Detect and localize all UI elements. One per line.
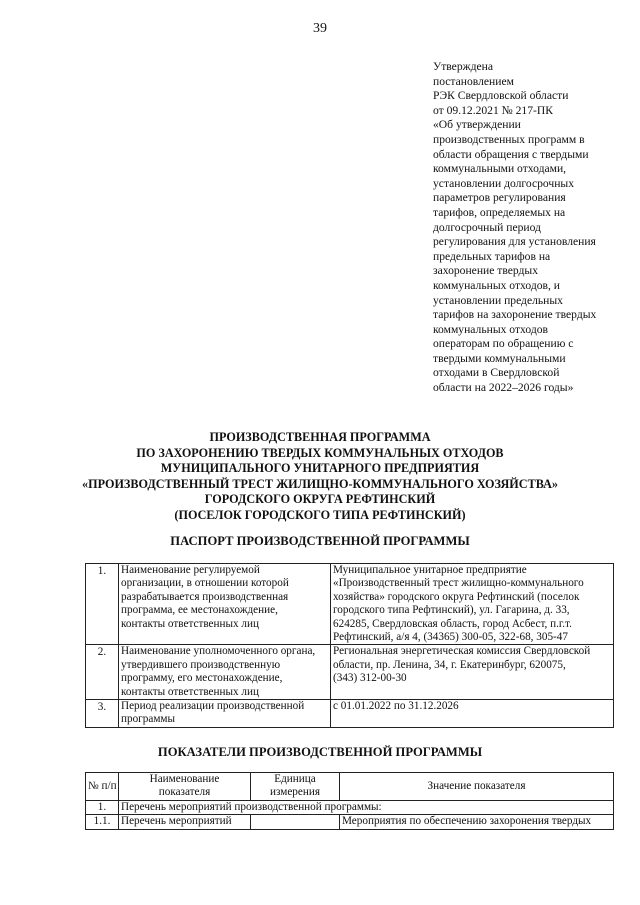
row-value-line: области, пр. Ленина, 34, г. Екатеринбург, 620075, bbox=[333, 658, 566, 671]
row-num: 1. bbox=[86, 564, 119, 645]
program-title bbox=[0, 430, 640, 524]
column-header-unit-line: измерения bbox=[270, 786, 320, 799]
indicators-table bbox=[85, 772, 614, 830]
row-label bbox=[119, 564, 331, 645]
row-value-line: 624285, Свердловская область, город Асбест, п.г.т. bbox=[333, 617, 572, 630]
row-label bbox=[119, 700, 331, 728]
approval-line: регулирования для установления bbox=[433, 235, 596, 249]
column-header-name-line: Наименование bbox=[149, 773, 220, 785]
row-label-line: контакты ответственных лиц bbox=[121, 617, 259, 630]
approval-line: коммунальными отходами, bbox=[433, 162, 567, 176]
row-value-line: Муниципальное унитарное предприятие bbox=[333, 564, 527, 576]
approval-line: от 09.12.2021 № 217-ПК bbox=[433, 103, 553, 117]
program-title-line: (ПОСЕЛОК ГОРОДСКОГО ТИПА РЕФТИНСКИЙ) bbox=[174, 507, 466, 522]
approval-line: тарифов на захоронение твердых bbox=[433, 308, 597, 322]
approval-line: коммунальных отходов bbox=[433, 322, 549, 336]
column-header-num: № п/п bbox=[86, 773, 119, 801]
row-num: 2. bbox=[86, 645, 119, 700]
approval-block bbox=[433, 60, 633, 396]
approval-line: производственных программ в bbox=[433, 132, 585, 146]
approval-line: долгосрочный период bbox=[433, 220, 541, 234]
approval-line: РЭК Свердловской области bbox=[433, 89, 569, 103]
row-value-line: «Производственный трест жилищно-коммунального bbox=[333, 577, 584, 590]
row-label-line: программы bbox=[121, 713, 175, 726]
row-label-line: программу, его местонахождение, bbox=[121, 672, 283, 685]
row-value-line: городского типа Рефтинский), ул. Гагарина, д. 33, bbox=[333, 604, 570, 617]
row-label-line: Наименование уполномоченного органа, bbox=[121, 645, 316, 658]
approval-line: параметров регулирования bbox=[433, 191, 566, 205]
approval-line: тарифов, определяемых на bbox=[433, 205, 566, 219]
table-row bbox=[86, 700, 614, 728]
program-title-line: МУНИЦИПАЛЬНОГО УНИТАРНОГО ПРЕДПРИЯТИЯ bbox=[160, 461, 480, 476]
column-header-name bbox=[119, 773, 251, 801]
row-num: 1. bbox=[86, 800, 119, 814]
indicators-header-row bbox=[86, 773, 614, 801]
column-header-unit bbox=[251, 773, 340, 801]
row-label-line: Наименование регулируемой bbox=[121, 564, 260, 576]
row-label-line: контакты ответственных лиц bbox=[121, 685, 259, 698]
approval-line: установлении долгосрочных bbox=[433, 176, 575, 190]
column-header-value: Значение показателя bbox=[340, 773, 614, 801]
table-row bbox=[86, 800, 614, 814]
program-title-line: ГОРОДСКОГО ОКРУГА РЕФТИНСКИЙ bbox=[204, 492, 436, 507]
row-num: 1.1. bbox=[86, 815, 119, 829]
row-value-line: Рефтинский, а/я 4, (34365) 300-05, 322-68, 305-47 bbox=[333, 631, 568, 644]
row-label bbox=[119, 645, 331, 700]
row-label-line: программа, ее местонахождение, bbox=[121, 604, 278, 617]
program-title-line: «ПРОИЗВОДСТВЕННЫЙ ТРЕСТ ЖИЛИЩНО-КОММУНАЛЬНОГО ХОЗЯЙСТВА» bbox=[82, 476, 558, 491]
table-row bbox=[86, 815, 614, 829]
approval-line: отходами в Свердловской bbox=[433, 366, 560, 380]
column-header-unit-line: Единица bbox=[274, 773, 316, 785]
approval-line: захоронение твердых bbox=[433, 264, 539, 278]
page-number: 39 bbox=[313, 21, 327, 36]
row-label-line: Период реализации производственной bbox=[121, 700, 305, 713]
approval-line: «Об утверждении bbox=[433, 118, 521, 132]
row-value-line: Региональная энергетическая комиссия Свердловской bbox=[333, 645, 591, 658]
row-value bbox=[331, 645, 614, 700]
row-value-line: хозяйства» городского округа Рефтинский (поселок bbox=[333, 590, 580, 603]
approval-line: операторам по обращению с bbox=[433, 337, 574, 351]
passport-heading: ПАСПОРТ ПРОИЗВОДСТВЕННОЙ ПРОГРАММЫ bbox=[170, 534, 470, 548]
approval-line: твердыми коммунальными bbox=[433, 351, 566, 365]
row-value-line: (343) 312-00-30 bbox=[333, 672, 407, 685]
row-value: Мероприятия по обеспечению захоронения твердых bbox=[340, 815, 614, 829]
indicators-heading: ПОКАЗАТЕЛИ ПРОИЗВОДСТВЕННОЙ ПРОГРАММЫ bbox=[157, 745, 483, 759]
row-value bbox=[331, 700, 614, 728]
approval-line: установлении предельных bbox=[433, 293, 563, 307]
table-row bbox=[86, 645, 614, 700]
table-row bbox=[86, 564, 614, 645]
approval-line: области на 2022–2026 годы» bbox=[433, 381, 574, 395]
row-num: 3. bbox=[86, 700, 119, 728]
row-value-line: с 01.01.2022 по 31.12.2026 bbox=[333, 700, 459, 713]
row-label-line: разрабатывается производственная bbox=[121, 590, 289, 603]
program-title-line: ПРОИЗВОДСТВЕННАЯ ПРОГРАММА bbox=[209, 430, 431, 444]
approval-line: постановлением bbox=[433, 74, 514, 88]
approval-line: коммунальных отходов, и bbox=[433, 278, 561, 292]
column-header-name-line: показателя bbox=[158, 786, 211, 799]
row-label-line: организации, в отношении которой bbox=[121, 577, 289, 590]
row-name: Перечень мероприятий bbox=[119, 815, 251, 829]
approval-line: предельных тарифов на bbox=[433, 249, 551, 263]
approval-line: Утверждена bbox=[433, 60, 494, 73]
program-title-line: ПО ЗАХОРОНЕНИЮ ТВЕРДЫХ КОММУНАЛЬНЫХ ОТХОДОВ bbox=[136, 445, 504, 460]
passport-table bbox=[85, 563, 614, 728]
row-unit bbox=[251, 815, 340, 829]
approval-line: области обращения с твердыми bbox=[433, 147, 589, 161]
row-section-text: Перечень мероприятий производственной программы: bbox=[119, 800, 614, 814]
row-value bbox=[331, 564, 614, 645]
row-label-line: утвердившего производственную bbox=[121, 658, 281, 671]
